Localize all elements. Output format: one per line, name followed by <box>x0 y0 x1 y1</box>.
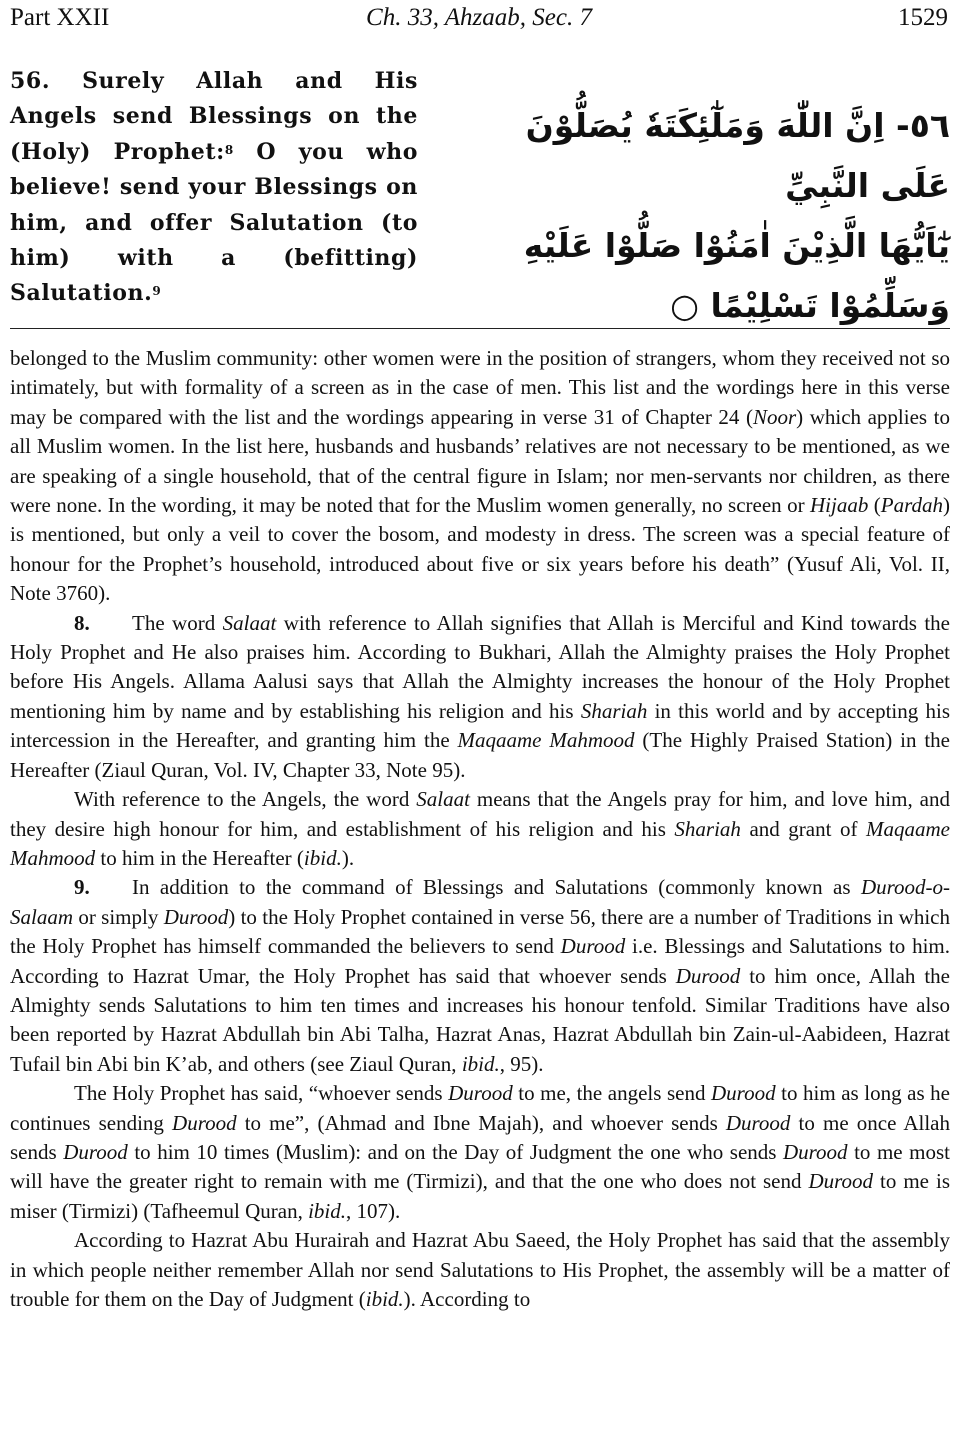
footnote-number: 8. <box>74 610 90 635</box>
page-header <box>10 4 948 34</box>
part-label: Part XXII <box>10 4 110 31</box>
arabic-verse <box>520 96 950 336</box>
footnote-ref-8: 8 <box>224 142 234 157</box>
commentary-paragraph: The Holy Prophet has said, “whoever sends Durood to me, the angels send Durood to him as long as he continues sending Durood to me”, (Ahmad and Ibne Majah), and whoever sends Durood to me once Allah sends Durood to him 10 times (Muslim): and on the Day of Judgment the one who sends Durood to me most will have the greater right to remain with me (Tirmizi), and that the one who does not send Durood to me is miser (Tirmizi) (Tafheemul Quran, ibid., 107). <box>10 1081 951 1223</box>
verse-text-2: O you who believe! send your Blessings on him, and offer Salutation (to him) with a (befitting) Salutation. <box>10 138 419 307</box>
page-number: 1529 <box>898 4 948 31</box>
arabic-line-3: وَسَلِّمُوْا تَسْلِيْمًا ○ <box>670 286 950 325</box>
commentary-paragraph: belonged to the Muslim community: other women were in the position of strangers, whom they received not so intimately, but with formality of a screen as in the case of men. This list and the wordings here in this verse may be compared with the list and the wordings appearing in verse 31 of Chapter 24 (Noor) which applies to all Muslim women. In the list here, husbands and husbands’ relatives are not necessary to be mentioned, as we are speaking of a single household, that of the central figure in Islam; nor men-servants nor children, as there were none. In the wording, it may be noted that for the Muslim women generally, no screen or Hijaab (Pardah) is mentioned, but only a veil to cover the bosom, and modesty in dress. The screen was a special feature of honour for the Prophet’s household, introduced about five or six years before his death” (Yusuf Ali, Vol. II, Note 3760). <box>10 346 950 606</box>
arabic-line-2: يٰٓاَيُّهَا الَّذِيْنَ اٰمَنُوْا صَلُّوْا عَلَيْهِ <box>523 226 950 265</box>
arabic-line-1: ٥٦- اِنَّ اللّٰهَ وَمَلٰٓئِكَتَهٗ يُصَلُّوْنَ عَلَى النَّبِيِّ <box>525 106 950 205</box>
footnote-8: 8. The word Salaat with reference to Allah signifies that Allah is Merciful and Kind towards the Holy Prophet and He also praises him. According to Bukhari, Allah the Almighty praises the Holy Prophet before His Angels. Allama Aalusi says that Allah the Almighty increases the honour of the Holy Prophet mentioning him by name and by establishing his religion and his Shariah in this world and by accepting his intercession in the Hereafter, and granting him the Maqaame Mahmood (The Highly Praised Station) in the Hereafter (Ziaul Quran, Vol. IV, Chapter 33, Note 95). <box>10 610 951 782</box>
footnote-9: 9. In addition to the command of Blessings and Salutations (commonly known as Durood-o-Salaam or simply Durood) to the Holy Prophet contained in verse 56, there are a number of Traditions in which the Holy Prophet has himself commanded the believers to send Durood i.e. Blessings and Salutations to him. According to Hazrat Umar, the Holy Prophet has said that whoever sends Durood to him once, Allah the Almighty sends Salutations to him ten times and increases his honour tenfold. Similar Traditions have also been reported by Hazrat Abdullah bin Abi Talha, Hazrat Anas, Hazrat Abdullah bin Zain-ul-Aabideen, Hazrat Tufail bin Abi bin K’ab, and others (see Ziaul Quran, ibid., 95). <box>10 875 950 1076</box>
verse-translation <box>10 64 418 312</box>
commentary-paragraph: According to Hazrat Abu Hurairah and Hazrat Abu Saeed, the Holy Prophet has said that the assembly in which people neither remember Allah nor send Salutations to His Prophet, the assembly will be a matter of trouble for them on the Day of Judgment (ibid.). According to <box>10 1228 950 1311</box>
footnote-number: 9. <box>74 875 90 900</box>
verse-text-1: Surely Allah and His Angels send Blessings on the (Holy) Prophet: <box>10 68 418 165</box>
commentary-paragraph: With reference to the Angels, the word Salaat means that the Angels pray for him, and love him, and they desire high honour for him, and establishment of his religion and his Shariah and grant of Maqaame Mahmood to him in the Hereafter (ibid.). <box>10 787 950 870</box>
section-divider <box>10 328 950 329</box>
footnote-ref-9: 9 <box>152 284 162 299</box>
commentary-body <box>10 344 950 1314</box>
chapter-title: Ch. 33, Ahzaab, Sec. 7 <box>366 4 592 31</box>
verse-number: 56. <box>10 68 51 94</box>
